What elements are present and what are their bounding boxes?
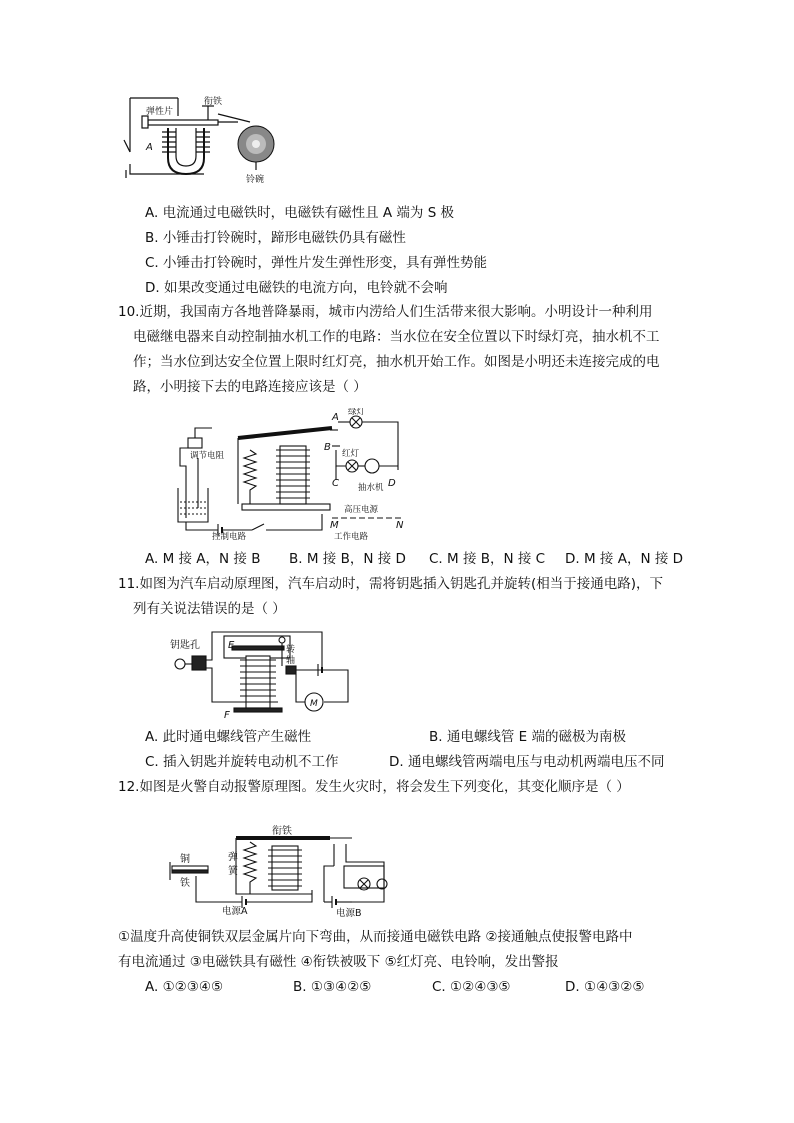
- label-a: A: [146, 142, 153, 153]
- q9-option-b: B. 小锤击打铃碗时，蹄形电磁铁仍具有磁性: [145, 230, 406, 246]
- q10-option-c: C. M 接 B，N 接 C: [429, 551, 546, 567]
- q11-option-c: C. 插入钥匙并旋转电动机不工作: [145, 754, 339, 770]
- label-spring-1: 弹: [228, 852, 238, 863]
- label-control-circuit: 控制电路: [212, 532, 247, 540]
- label-axis-2: 轴: [286, 656, 296, 666]
- q12-steps-line1: ①温度升高使铜铁双层金属片向下弯曲，从而接通电磁铁电路 ②接通触点使报警电路中: [118, 929, 633, 945]
- label-iron: 铁: [180, 878, 190, 889]
- q10-option-a: A. M 接 A，N 接 B: [145, 551, 261, 567]
- label-spring-2: 簧: [228, 866, 238, 877]
- q10-option-d: D. M 接 A，N 接 D: [565, 551, 684, 567]
- label-N: N: [396, 520, 404, 531]
- label-C: C: [332, 478, 339, 489]
- label-work-circuit: 工作电路: [334, 532, 369, 540]
- q11-option-d: D. 通电螺线管两端电压与电动机两端电压不同: [389, 754, 665, 770]
- relay-pump-circuit-diagram: [172, 408, 412, 540]
- label-pump: 抽水机: [358, 483, 384, 493]
- label-A: A: [332, 412, 339, 423]
- label-D: D: [388, 478, 396, 489]
- label-adjust-resistor: 调节电阻: [190, 451, 225, 461]
- label-axis-1: 转: [286, 645, 296, 655]
- q10-stem-line3: 作；当水位到达安全位置上限时红灯亮，抽水机开始工作。如图是小明还未连接完成的电: [133, 354, 660, 370]
- label-hv-source: 高压电源: [344, 505, 379, 515]
- label-green-lamp: 绿灯: [348, 408, 366, 417]
- label-copper: 铜: [180, 854, 190, 865]
- q10-stem-line2: 电磁继电器来自动控制抽水机工作的电路：当水位在安全位置以下时绿灯亮，抽水机不工: [133, 329, 660, 345]
- label-source-a: 电源A: [222, 906, 248, 917]
- label-motor: M: [310, 699, 318, 709]
- q12-option-d: D. ①④③②⑤: [565, 979, 645, 995]
- label-armature: 衔铁: [272, 826, 292, 837]
- q11-stem-line1: 11.如图为汽车启动原理图，汽车启动时，需将钥匙插入钥匙孔并旋转(相当于接通电路)，下: [118, 576, 664, 592]
- q12-stem: 12.如图是火警自动报警原理图。发生火灾时，将会发生下列变化，其变化顺序是（ ）: [118, 779, 630, 795]
- label-bell-bowl: 铃碗: [246, 175, 265, 185]
- q9-option-a: A. 电流通过电磁铁时，电磁铁有磁性且 A 端为 S 极: [145, 205, 455, 221]
- car-starter-diagram: [168, 626, 358, 722]
- q12-steps-line2: 有电流通过 ③电磁铁具有磁性 ④衔铁被吸下 ⑤红灯亮、电铃响，发出警报: [118, 954, 559, 970]
- fire-alarm-diagram: [166, 822, 396, 918]
- label-red-lamp: 红灯: [342, 449, 360, 459]
- label-source-b: 电源B: [336, 908, 362, 918]
- q11-stem-line2: 列有关说法错误的是（ ）: [133, 601, 286, 617]
- label-B: B: [324, 442, 331, 453]
- q12-option-b: B. ①③④②⑤: [293, 979, 372, 995]
- label-F: F: [224, 710, 230, 721]
- label-spring-strip: 弹性片: [146, 107, 174, 117]
- label-keyhole: 钥匙孔: [170, 640, 200, 651]
- q9-option-c: C. 小锤击打铃碗时，弹性片发生弹性形变，具有弹性势能: [145, 255, 488, 271]
- q11-option-a: A. 此时通电螺线管产生磁性: [145, 729, 312, 745]
- q9-option-d: D. 如果改变通过电磁铁的电流方向，电铃就不会响: [145, 280, 448, 296]
- label-E: E: [228, 640, 235, 651]
- q11-option-b: B. 通电螺线管 E 端的磁极为南极: [429, 729, 626, 745]
- q10-option-b: B. M 接 B，N 接 D: [289, 551, 406, 567]
- label-M: M: [330, 520, 339, 531]
- q10-stem-line1: 10.近期，我国南方各地普降暴雨，城市内涝给人们生活带来很大影响。小明设计一种利用: [118, 304, 653, 320]
- label-armature: 衔铁: [204, 97, 223, 107]
- q12-option-c: C. ①②④③⑤: [432, 979, 511, 995]
- electric-bell-diagram: [118, 92, 288, 194]
- q10-stem-line4: 路，小明接下去的电路连接应该是（ ）: [133, 379, 367, 395]
- q12-option-a: A. ①②③④⑤: [145, 979, 224, 995]
